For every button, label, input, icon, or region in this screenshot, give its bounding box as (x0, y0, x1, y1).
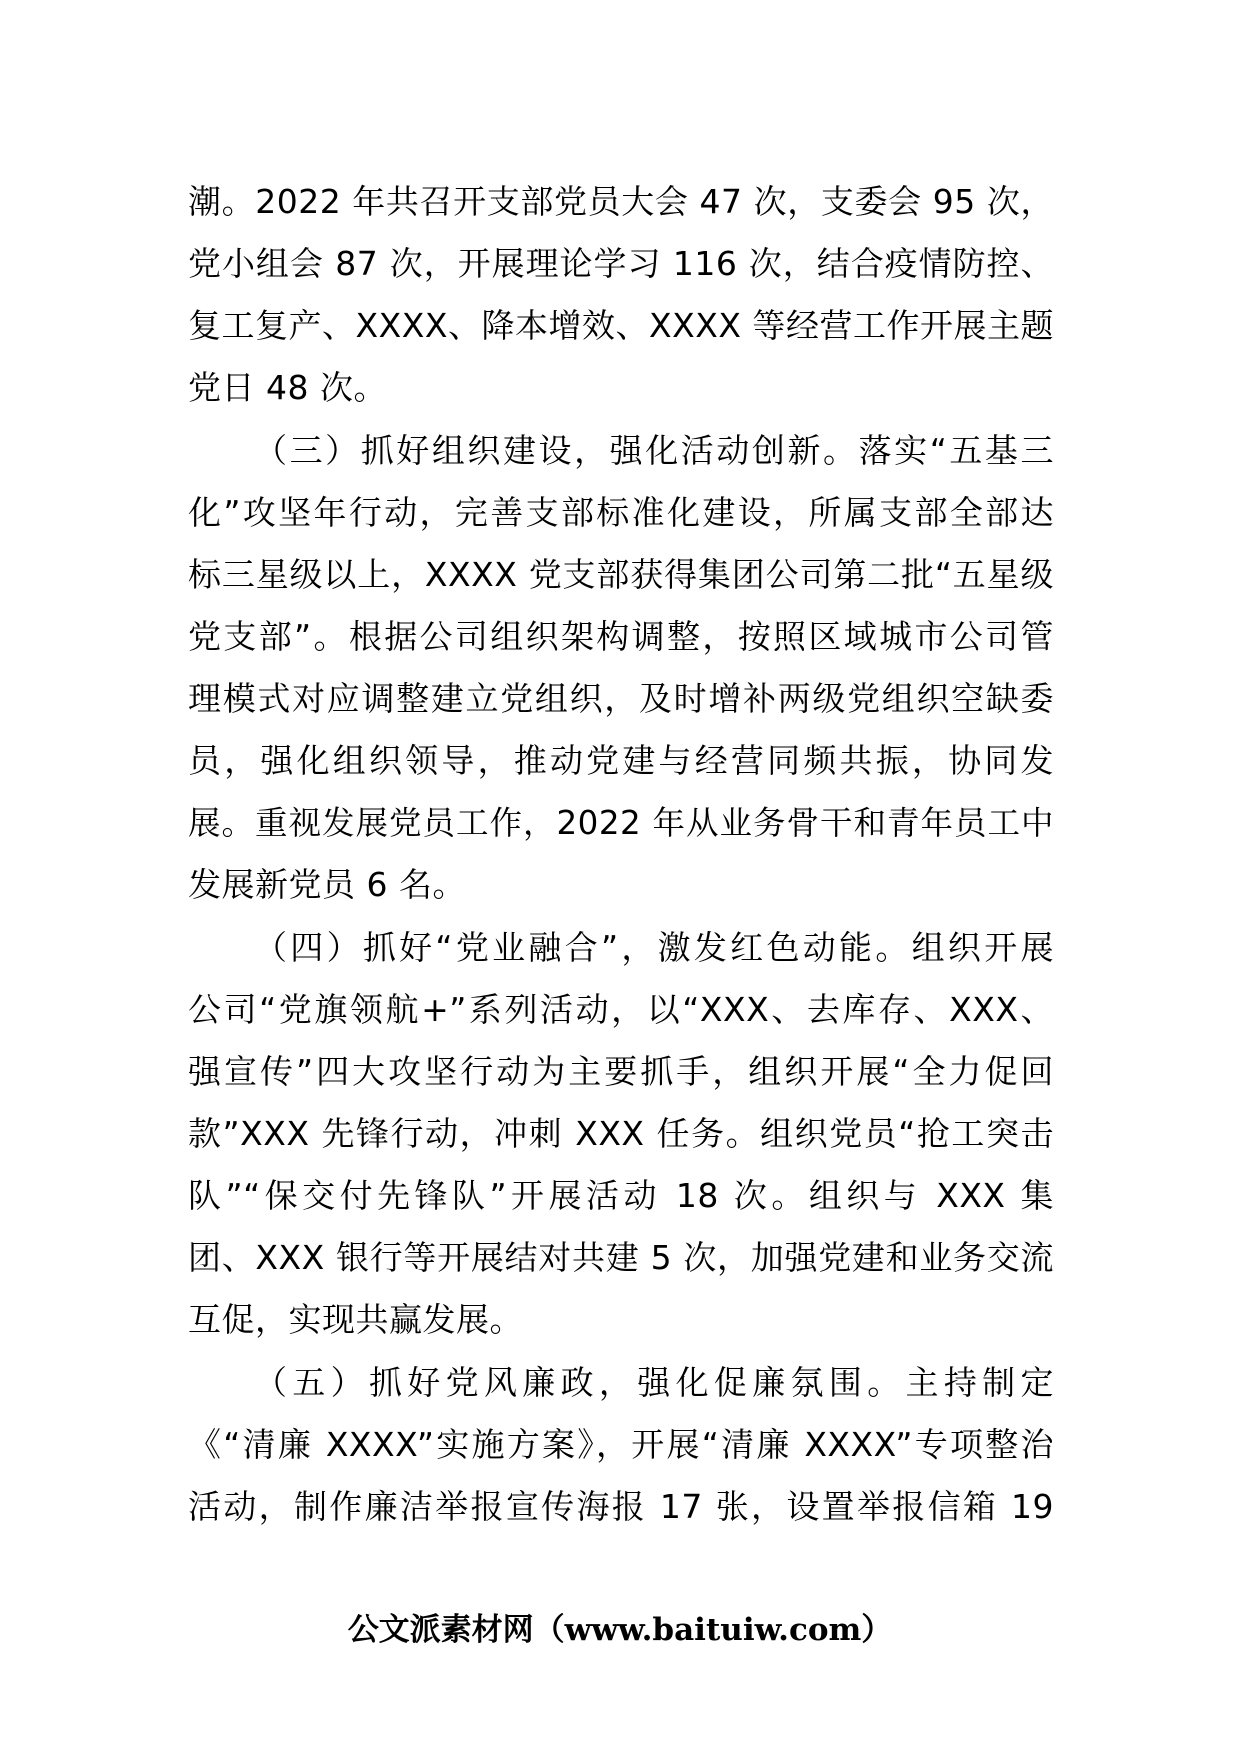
text-line: 活动，制作廉洁举报宣传海报 17 张，设置举报信箱 19 (188, 1487, 1054, 1526)
text-line: 队”“保交付先锋队”开展活动 18 次。组织与 XXX 集 (188, 1176, 1054, 1215)
text-line: 《“清廉 XXXX”实施方案》，开展“清廉 XXXX”专项整治 (188, 1425, 1054, 1464)
text-line: 化”攻坚年行动，完善支部标准化建设，所属支部全部达 (188, 493, 1054, 532)
text-line: 员，强化组织领导，推动党建与经营同频共振，协同发 (188, 741, 1054, 780)
text-line: 款”XXX 先锋行动，冲刺 XXX 任务。组织党员“抢工突击 (188, 1114, 1054, 1153)
text-line: 复工复产、XXXX、降本增效、XXXX 等经营工作开展主题 (188, 306, 1054, 345)
text-line: 党日 48 次。 (188, 368, 387, 407)
footer-source-credit: 公文派素材网（www.baituiw.com） (347, 1612, 893, 1648)
text-line: 标三星级以上，XXXX 党支部获得集团公司第二批“五星级 (188, 555, 1054, 594)
text-line: 强宣传”四大攻坚行动为主要抓手，组织开展“全力促回 (188, 1052, 1054, 1091)
section-heading-line: （四）抓好“党业融合”，激发红色动能。组织开展 (254, 928, 1054, 967)
text-line: 公司“党旗领航+”系列活动，以“XXX、去库存、XXX、 (188, 990, 1054, 1029)
text-line: 党支部”。根据公司组织架构调整，按照区域城市公司管 (188, 617, 1054, 656)
text-line: 发展新党员 6 名。 (188, 865, 466, 904)
text-line: 展。重视发展党员工作，2022 年从业务骨干和青年员工中 (188, 804, 1054, 842)
text-line: 互促，实现共赢发展。 (188, 1300, 523, 1339)
text-line: 理模式对应调整建立党组织，及时增补两级党组织空缺委 (188, 679, 1054, 718)
text-line: 团、XXX 银行等开展结对共建 5 次，加强党建和业务交流 (188, 1238, 1054, 1277)
section-heading-line: （五）抓好党风廉政，强化促廉氛围。主持制定 (254, 1363, 1054, 1402)
text-line: 潮。2022 年共召开支部党员大会 47 次，支委会 95 次， (188, 182, 1054, 221)
section-heading-line: （三）抓好组织建设，强化活动创新。落实“五基三 (254, 431, 1054, 470)
text-line: 党小组会 87 次，开展理论学习 116 次，结合疫情防控、 (188, 244, 1054, 283)
